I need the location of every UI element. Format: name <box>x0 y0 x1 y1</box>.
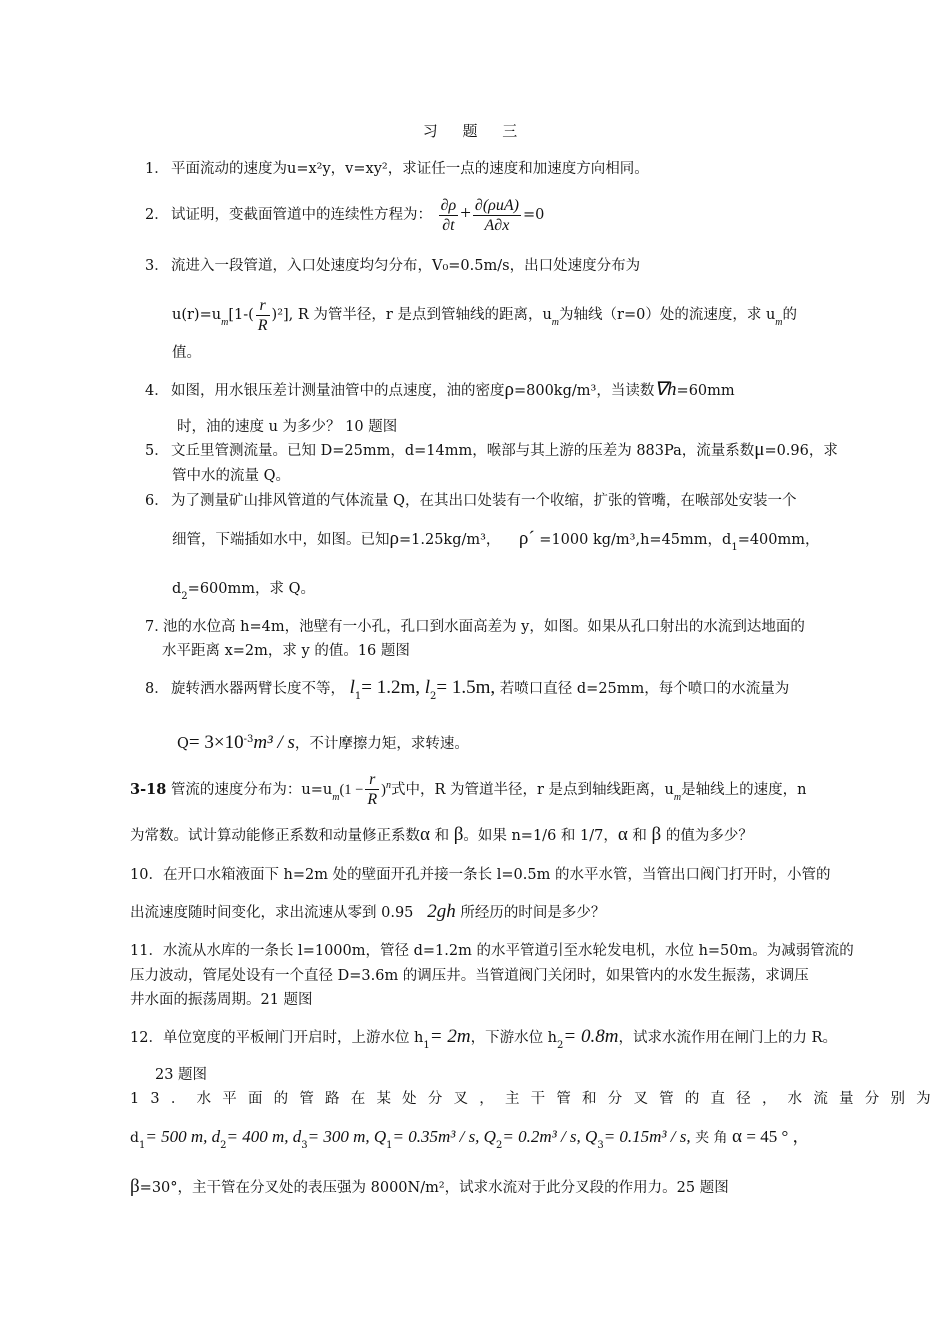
problem-5-line-1: 5． 文丘里管测流量。已知 D=25mm，d=14mm，喉部与其上游的压差为 883Pa，流量系数μ=0.96，求 <box>145 439 838 460</box>
problem-7-line-1: 7．池的水位高 h=4m，池壁有一小孔，孔口到水面高差为 y，如图。如果从孔口射出的水流到达地面的 <box>145 619 805 635</box>
problem-6-line-2: 细管，下端插如水中，如图。已知ρ=1.25kg/m³， ρ´ =1000 kg/m³,h=45mm，$d_1=400mm$， <box>172 528 820 553</box>
problem-number: 2． <box>145 207 169 223</box>
problem-12-line-2: 23 题图 <box>155 1067 208 1083</box>
problem-number: 8． <box>145 681 169 697</box>
problem-number: 7． <box>145 619 169 635</box>
fraction-r-R: $\frac{r}{R}$ <box>367 771 378 809</box>
problem-13-line-3: β=30°，主干管在分叉处的表压强为 8000N/m²，试求水流对于此分叉段的作用力。25 题图 <box>130 1176 729 1197</box>
problem-10-line-1: 10．在开口水箱液面下 h=2m 处的壁面开孔并接一条长 l=0.5m 的水平水管，当管出口阀门打开时，小管的 <box>130 867 831 883</box>
problem-3-line-1: 3． 流进入一段管道，入口处速度均匀分布，V₀=0.5m/s，出口处速度分布为 <box>145 258 641 274</box>
problem-text: 平面流动的速度为u=x²y，v=xy²，求证任一点的速度和加速度方向相同。 <box>171 161 649 177</box>
problem-3-18-line-2: 为常数。试计算动能修正系数和动量修正系数α 和 β。如果 n=1/6 和 1/7，α 和 β 的值为多少？ <box>130 824 753 845</box>
problem-number: 12． <box>130 1030 163 1046</box>
problem-11-line-1: 11．水流从水库的一条长 l=1000m，管径 d=1.2m 的水平管道引至水轮发电机，水位 h=50m。为减弱管流的 <box>130 943 854 959</box>
problem-7-line-2: 水平距离 x=2m，求 y 的值。16 题图 <box>162 643 410 659</box>
problem-5-line-2: 管中水的流量 Q。 <box>172 468 290 484</box>
problem-11-line-3: 井水面的振荡周期。21 题图 <box>130 992 313 1008</box>
problem-11-line-2: 压力波动，管尾处设有一个直径 D=3.6m 的调压井。当管道阀门关闭时，如果管内的水发生振荡，求调压 <box>130 968 809 984</box>
problem-6-line-3: $d_2=600mm$，求 Q。 <box>172 581 315 602</box>
fraction-drho-dt: $\frac{\partial\rho}{\partial t}$ <box>440 196 457 234</box>
problem-3-line-2: $u(r)=u_m[1-$( $\frac{r}{R}$ )²], R 为管半径，r 是点到管轴线的距离，$u_m$为轴线（r=0）处的流速度，求 $u_m$的 <box>172 296 798 334</box>
problem-4-line-2: 时，油的速度 u 为多少？ 10 题图 <box>177 419 398 435</box>
problem-text: 试证明，变截面管道中的连续性方程为： <box>171 207 432 223</box>
problem-10-line-2: 出流速度随时间变化，求出流速从零到 0.95 2gh 所经历的时间是多少？ <box>130 901 606 922</box>
problem-8-line-1: 8． 旋转洒水器两臂长度不等， $l_1= 1.2m$, $l_2= 1.5m$, 若喷口直径 d=25mm，每个喷口的水流量为 <box>145 677 790 702</box>
problem-1 <box>145 160 649 178</box>
problem-number: 3-18 <box>130 780 167 798</box>
page-title: 习 题 三 <box>422 122 528 140</box>
problem-number: 3． <box>145 258 169 274</box>
problem-number: 11． <box>130 943 163 959</box>
fraction-drhouA-Adx: $\frac{\text{∂(ρuA)}}{A\partial x}$ <box>474 196 519 234</box>
problem-3-18-line-1: 3-18 管流的速度分布为：$u=u_m(1$ − $\frac{r}{R}$ )$^n$式中，R 为管道半径，r 是点到轴线距离，$u_m$是轴线上的速度，n <box>130 771 807 809</box>
problem-number: 6． <box>145 493 169 509</box>
problem-number: 4． <box>145 383 169 399</box>
problem-12-line-1: 12．单位宽度的平板闸门开启时，上游水位 $h_1= 2m$，下游水位 $h_2= 0.8m$，试求水流作用在闸门上的力 R。 <box>130 1026 837 1051</box>
problem-13-line-2: $d_1= 500$ m, $d_2= 400$ m, $d_3= 300$ m, $Q_1= 0.35m^3 / s$, $Q_2= 0.2m^3 / s$, $Q_3= 0.15m^3 / s$, 夹 角 α = 45 ° ， <box>130 1126 810 1151</box>
problem-number: 5． <box>145 443 169 459</box>
problem-6-line-1: 6． 为了测量矿山排风管道的气体流量 Q，在其出口处装有一个收缩，扩张的管嘴，在喉部处安装一个 <box>145 493 797 509</box>
problem-13-line-1: 13．水平面的管路在某处分叉，主干管和分叉管的直径，水流量分别为 <box>130 1091 942 1107</box>
problem-8-line-2: $Q= 3\times 10^{-3}m^3 / s$，不计摩擦力矩，求转速。 <box>177 731 469 753</box>
problem-number: 10． <box>130 867 163 883</box>
problem-number: 1． <box>145 161 169 177</box>
problem-number: 13． <box>130 1091 197 1107</box>
fraction-r-R: $\frac{r}{R}$ <box>257 296 268 334</box>
problem-4-line-1: 4． 如图，用水银压差计测量油管中的点速度，油的密度ρ=800kg/m³，当读数∇h=60mm <box>145 379 735 400</box>
problem-3-line-3: 值。 <box>172 345 201 361</box>
problem-2: 2． 试证明，变截面管道中的连续性方程为： $\frac{\partial\rho}{\partial t}$ + $\frac{\text{∂(ρuA)}}{A\partial x}$ =0 <box>145 192 544 237</box>
